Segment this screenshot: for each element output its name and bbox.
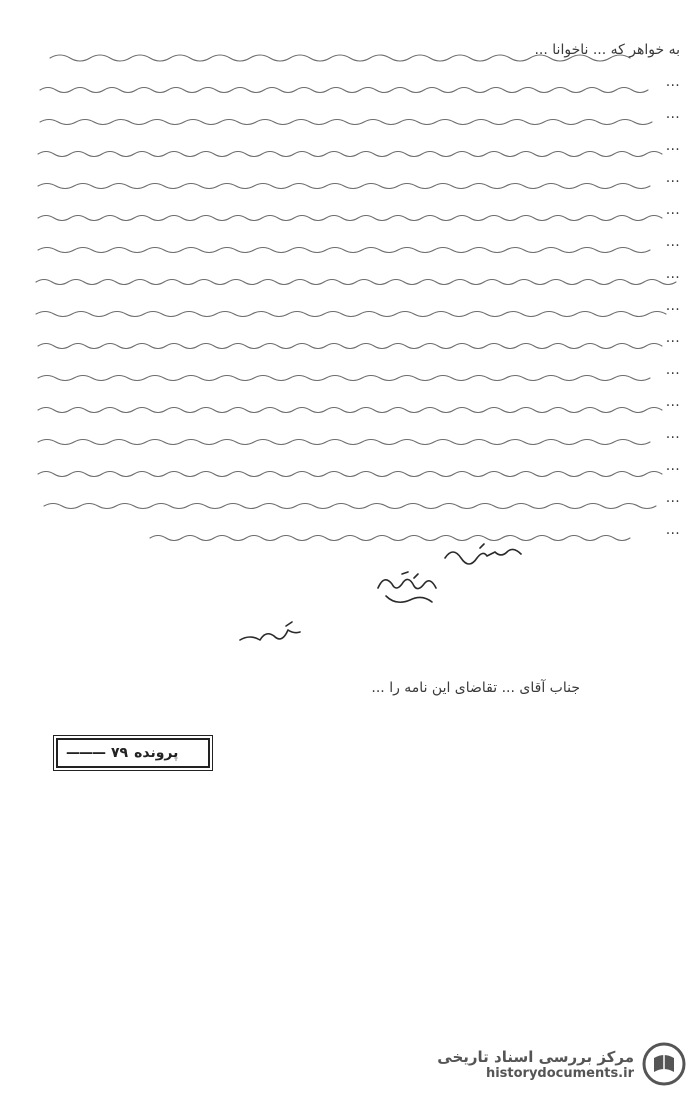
stamp-label: پرونده [134,745,179,761]
handwritten-line: ... [665,330,680,346]
handwritten-line: ... [665,74,680,90]
handwritten-line: ... [665,202,680,218]
stamp-number: ۷۹ [111,745,129,761]
signature-main [372,568,442,616]
handwritten-line: ... [665,522,680,538]
handwritten-letter-body [30,30,680,560]
handwritten-line: ... [665,394,680,410]
handwritten-line: ... [665,170,680,186]
handwritten-line: ... [665,298,680,314]
archive-logo-icon [642,1042,686,1086]
handwriting-scribble-texture [30,30,680,560]
closing-handwritten-line: جناب آقای ... تقاضای این نامه را ... [371,680,580,696]
handwritten-line: ... [665,234,680,250]
handwritten-line: ... [665,362,680,378]
handwritten-line: ... [665,458,680,474]
handwritten-line: ... [665,138,680,154]
footer-url: historydocuments.ir [485,1065,634,1081]
handwritten-line: ... [665,490,680,506]
handwritten-line: ... [665,266,680,282]
signature-closing [440,540,530,574]
footer-text [437,1048,634,1081]
stamp-dash: ——— [66,745,105,761]
footer-org-name: مرکز بررسی اسناد تاریخی [437,1047,634,1066]
signature-secondary [236,620,306,654]
footer-watermark [437,1042,686,1086]
handwritten-line: ... [665,426,680,442]
file-number-stamp [56,738,210,768]
handwritten-line: به خواهر که ... ناخوانا ... [534,42,680,58]
handwritten-line: ... [665,106,680,122]
